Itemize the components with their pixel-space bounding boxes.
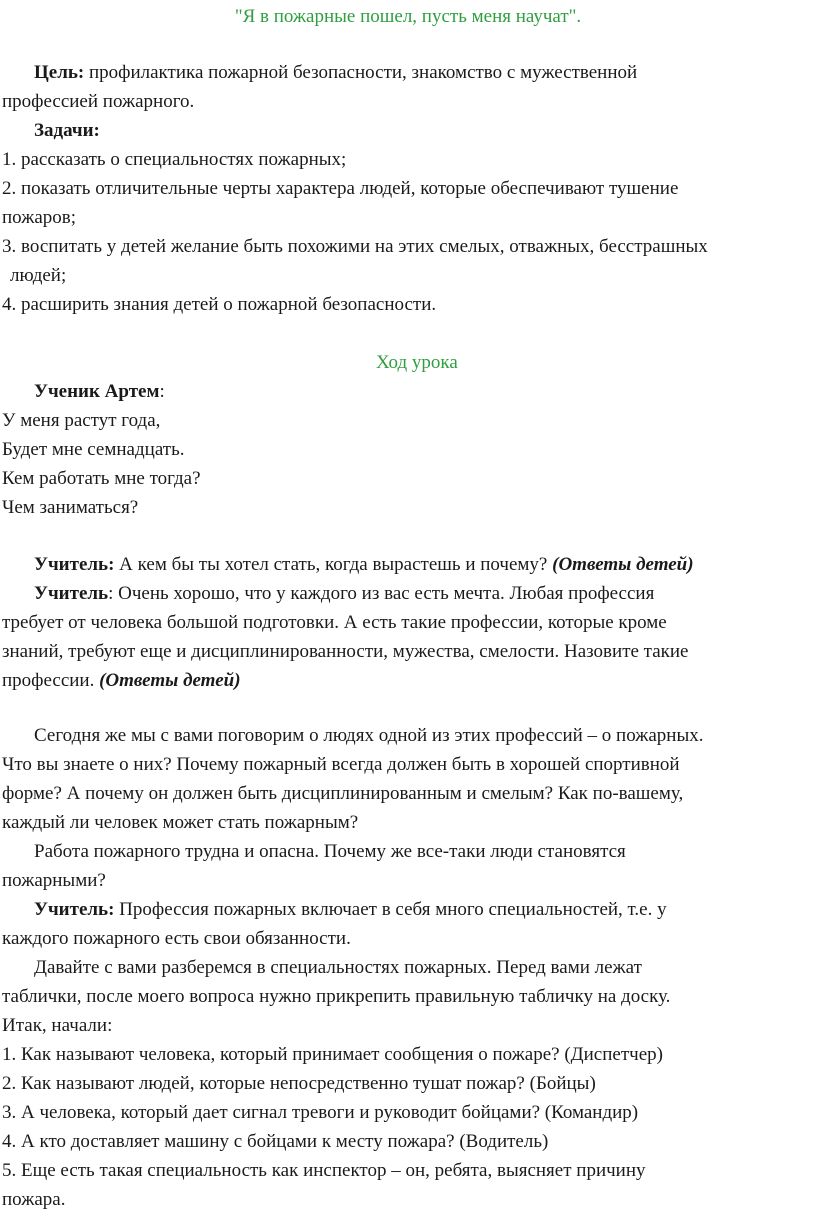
paragraph-line: Работа пожарного трудна и опасна. Почему же все-таки люди становятся [34,841,626,862]
teacher-line-cont: профессии. (Ответы детей) [2,670,241,691]
children-answers: (Ответы детей) [552,554,694,575]
question-item: 3. А человека, который дает сигнал тревоги и руководит бойцами? (Командир) [2,1102,639,1123]
poem-line: Кем работать мне тогда? [2,468,201,489]
poem-speaker: Ученик Артем: [34,381,165,402]
teacher-line: Учитель: А кем бы ты хотел стать, когда вырастешь и почему? (Ответы детей) [34,554,694,575]
teacher-line-cont: требует от человека большой подготовки. А есть такие профессии, которые кроме [2,612,667,633]
question-item: 2. Как называют людей, которые непосредственно тушат пожар? (Бойцы) [2,1073,596,1094]
paragraph-line: Итак, начали: [2,1015,113,1036]
paragraph-line: Давайте с вами разберемся в специальностях пожарных. Перед вами лежат [34,957,642,978]
question-item-cont: пожара. [2,1189,66,1210]
paragraph-line: пожарными? [2,870,106,891]
teacher-line: Учитель: Профессия пожарных включает в себя много специальностей, т.е. у [34,899,667,920]
paragraph-line: Что вы знаете о них? Почему пожарный всегда должен быть в хорошей спортивной [2,754,680,775]
task-item: 1. рассказать о специальностях пожарных; [2,149,347,170]
question-item: 5. Еще есть такая специальность как инспектор – он, ребята, выясняет причину [2,1160,646,1181]
paragraph-line: таблички, после моего вопроса нужно прикрепить правильную табличку на доску. [2,986,671,1007]
question-item: 1. Как называют человека, который принимает сообщения о пожаре? (Диспетчер) [2,1044,663,1065]
task-item-cont: людей; [10,265,67,286]
question-item: 4. А кто доставляет машину с бойцами к месту пожара? (Водитель) [2,1131,549,1152]
poem-line: У меня растут года, [2,410,161,431]
paragraph-line: каждый ли человек может стать пожарным? [2,812,359,833]
paragraph-line: форме? А почему он должен быть дисциплинированным и смелым? Как по-вашему, [2,783,684,804]
task-item-cont: пожаров; [2,207,77,228]
task-item: 3. воспитать у детей желание быть похожими на этих смелых, отважных, бесстрашных [2,236,708,257]
teacher-line-cont: знаний, требуют еще и дисциплинированности, мужества, смелости. Назовите такие [2,641,689,662]
poem-line: Будет мне семнадцать. [2,439,185,460]
paragraph-line: Сегодня же мы с вами поговорим о людях одной из этих профессий – о пожарных. [34,725,704,746]
tasks-label: Задачи: [34,120,100,141]
goal-line [34,58,637,87]
document-title: "Я в пожарные пошел, пусть меня научат". [234,6,582,27]
goal-label: Цель: [34,62,85,83]
children-answers: (Ответы детей) [99,670,241,691]
poem-line: Чем заниматься? [2,497,139,518]
goal-text-cont: профессией пожарного. [2,91,195,112]
paragraph-line: каждого пожарного есть свои обязанности. [2,928,351,949]
teacher-line: Учитель: Очень хорошо, что у каждого из вас есть мечта. Любая профессия [34,583,655,604]
goal-text: профилактика пожарной безопасности, знакомство с мужественной [84,62,638,83]
task-item: 2. показать отличительные черты характера людей, которые обеспечивают тушение [2,178,679,199]
lesson-heading: Ход урока [376,352,458,373]
task-item: 4. расширить знания детей о пожарной безопасности. [2,294,437,315]
